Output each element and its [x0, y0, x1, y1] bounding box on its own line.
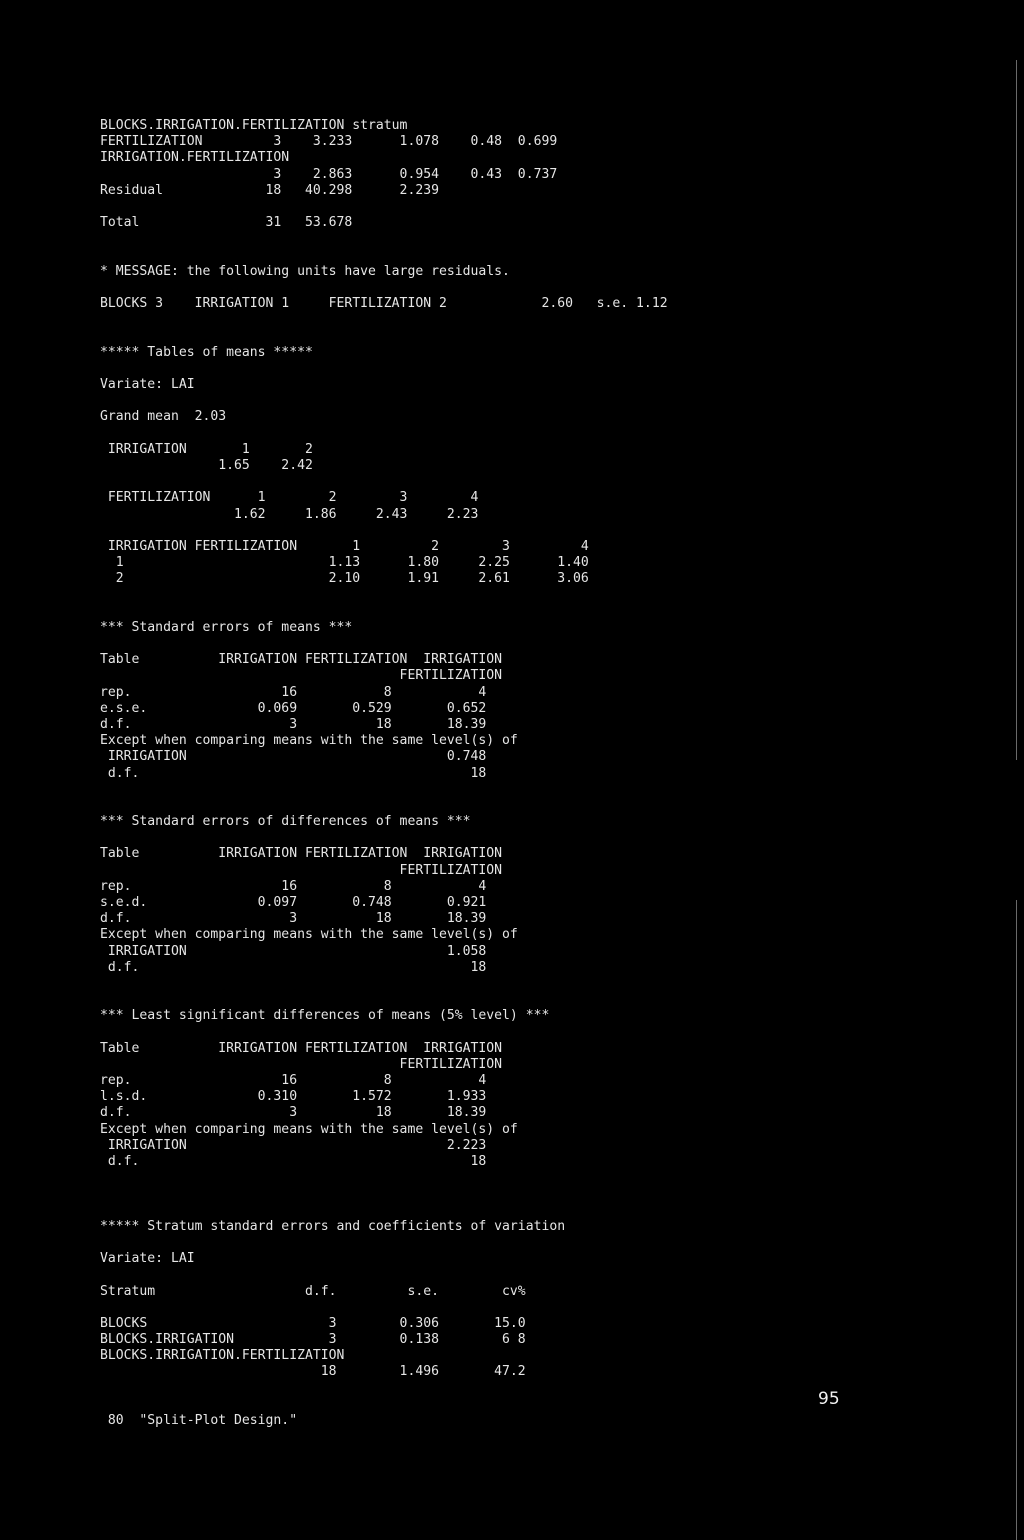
output-line: d.f. 18 [100, 1154, 487, 1169]
output-line [100, 604, 668, 620]
output-line: *** Standard errors of differences of means *** [100, 814, 471, 830]
output-line: ***** Tables of means ***** [100, 344, 313, 360]
output-line: l.s.d. 0.310 1.572 1.933 [100, 1089, 487, 1105]
output-line: Grand mean 2.03 [100, 409, 227, 425]
output-line [100, 636, 668, 652]
output-line: BLOCKS.IRRIGATION 3 0.138 6 8 [100, 1332, 526, 1348]
output-line: BLOCKS 3 IRRIGATION 1 FERTILIZATION 2 2.60 s.e. 1.12 [100, 296, 668, 312]
output-line: 80 "Split-Plot Design." [100, 1413, 298, 1428]
output-line [100, 830, 668, 846]
output-line: ***** Stratum standard errors and coefficients of variation [100, 1218, 566, 1234]
output-line: Stratum d.f. s.e. cv% [100, 1283, 526, 1299]
output-line [100, 1186, 668, 1202]
output-line: Variate: LAI [100, 377, 195, 392]
output-line [100, 1235, 668, 1251]
output-line [100, 1397, 668, 1413]
output-line: FERTILIZATION [100, 668, 503, 684]
output-line: IRRIGATION.FERTILIZATION [100, 150, 290, 166]
output-line: 1 1.13 1.80 2.25 1.40 [100, 555, 589, 571]
output-line: 2 2.10 1.91 2.61 3.06 [100, 571, 589, 587]
output-line [100, 393, 668, 409]
output-line: rep. 16 8 4 [100, 878, 487, 894]
output-line: e.s.e. 0.069 0.529 0.652 [100, 700, 487, 716]
output-line: *** Standard errors of means *** [100, 619, 353, 635]
output-line: * MESSAGE: the following units have large residuals. [100, 263, 510, 279]
output-line: BLOCKS.IRRIGATION.FERTILIZATION stratum [100, 118, 408, 133]
output-line [100, 312, 668, 328]
output-line: Except when comparing means with the same level(s) of [100, 733, 518, 749]
output-line [100, 1300, 668, 1316]
output-line: Table IRRIGATION FERTILIZATION IRRIGATION [100, 1040, 503, 1056]
output-line [100, 248, 668, 264]
output-line [100, 523, 668, 539]
output-line: rep. 16 8 4 [100, 684, 487, 700]
output-line: Except when comparing means with the same level(s) of [100, 927, 518, 943]
output-line: d.f. 3 18 18.39 [100, 716, 487, 732]
output-line [100, 992, 668, 1008]
output-line [100, 976, 668, 992]
output-line: Except when comparing means with the same level(s) of [100, 1121, 518, 1137]
output-line [100, 1170, 668, 1186]
output-line: FERTILIZATION [100, 862, 503, 878]
scan-edge-line-lower [1016, 900, 1017, 1540]
output-line: IRRIGATION FERTILIZATION 1 2 3 4 [100, 538, 589, 554]
output-line [100, 798, 668, 814]
output-line: BLOCKS.IRRIGATION.FERTILIZATION [100, 1348, 345, 1364]
output-line: IRRIGATION 0.748 [100, 749, 487, 765]
output-line: Table IRRIGATION FERTILIZATION IRRIGATION [100, 846, 503, 862]
output-line [100, 426, 668, 442]
output-line: Residual 18 40.298 2.239 [100, 182, 439, 198]
output-line: d.f. 18 [100, 765, 487, 781]
output-line [100, 1203, 668, 1219]
page-number: 95 [818, 1389, 840, 1409]
output-line: s.e.d. 0.097 0.748 0.921 [100, 895, 487, 910]
output-line: BLOCKS 3 0.306 15.0 [100, 1315, 526, 1331]
scan-edge-line [1016, 60, 1017, 760]
output-line: d.f. 3 18 18.39 [100, 1105, 487, 1121]
output-line: rep. 16 8 4 [100, 1073, 487, 1089]
output-line [100, 1025, 668, 1041]
output-line: 3 2.863 0.954 0.43 0.737 [100, 166, 558, 182]
output-line [100, 280, 668, 296]
output-line [100, 231, 668, 247]
output-line: IRRIGATION 1 2 [100, 441, 313, 457]
output-line [100, 1381, 668, 1397]
output-line: IRRIGATION 1.058 [100, 943, 487, 959]
output-line: FERTILIZATION [100, 1056, 503, 1072]
output-line: 18 1.496 47.2 [100, 1364, 526, 1380]
output-line: FERTILIZATION 3 3.233 1.078 0.48 0.699 [100, 134, 558, 150]
output-line: Variate: LAI [100, 1251, 195, 1267]
output-line [100, 199, 668, 215]
output-line [100, 782, 668, 798]
output-line: Total 31 53.678 [100, 215, 353, 231]
output-line [100, 474, 668, 490]
output-line: d.f. 3 18 18.39 [100, 911, 487, 927]
output-line: d.f. 18 [100, 959, 487, 975]
output-line: FERTILIZATION 1 2 3 4 [100, 490, 479, 506]
genstat-output-listing [100, 118, 668, 1429]
output-line: IRRIGATION 2.223 [100, 1137, 487, 1153]
output-line: 1.62 1.86 2.43 2.23 [100, 506, 479, 522]
output-line [100, 1267, 668, 1283]
output-line: 1.65 2.42 [100, 457, 313, 473]
output-line: *** Least significant differences of means (5% level) *** [100, 1008, 550, 1024]
output-line [100, 587, 668, 603]
output-line: Table IRRIGATION FERTILIZATION IRRIGATION [100, 652, 503, 668]
output-line [100, 361, 668, 377]
output-line [100, 328, 668, 344]
